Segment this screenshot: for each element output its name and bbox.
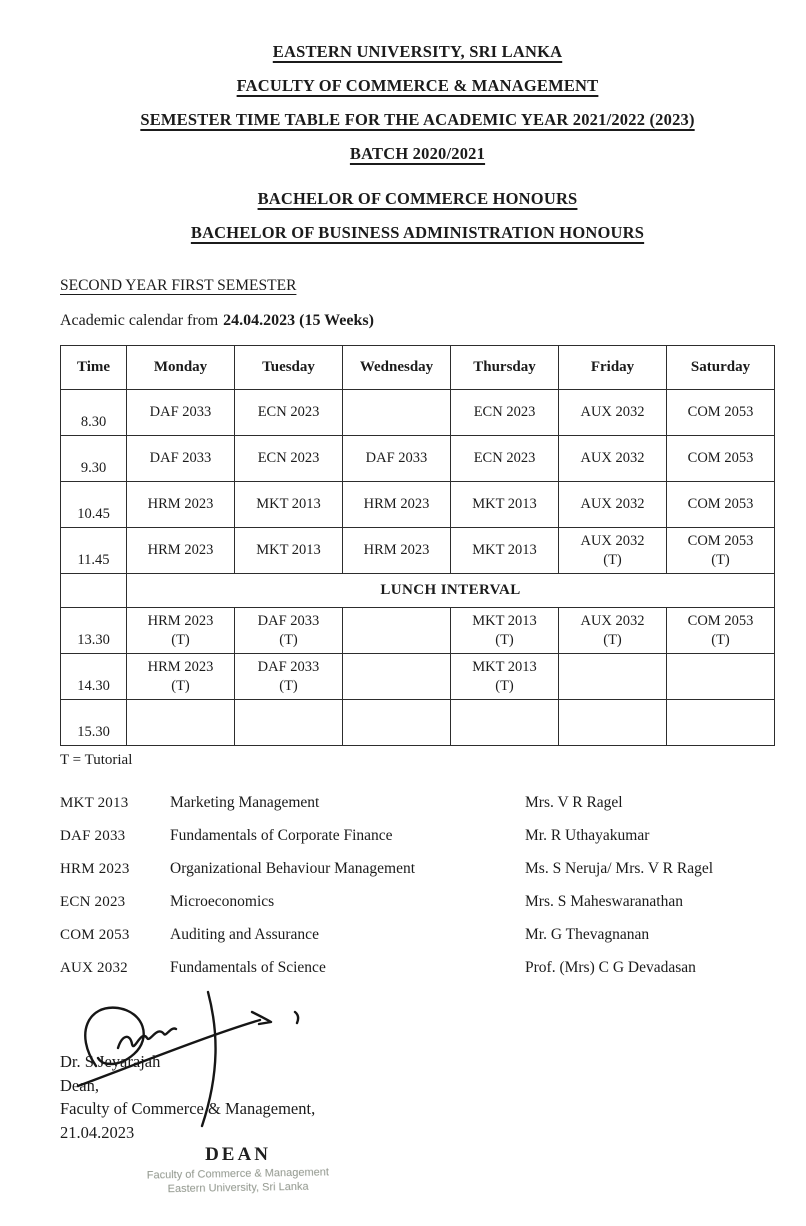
course-lecturer: Mr. R Uthayakumar: [525, 827, 650, 844]
time-cell: 8.30: [61, 390, 127, 436]
signature-date: 21.04.2023: [60, 1122, 135, 1142]
course-title: Auditing and Assurance: [170, 926, 319, 943]
tutorial-note: T = Tutorial: [60, 752, 133, 768]
course-lecturer: Prof. (Mrs) C G Devadasan: [525, 959, 696, 976]
empty-cell: [343, 654, 451, 700]
batch-title: BATCH 2020/2021: [349, 144, 486, 163]
column-header: Friday: [559, 346, 667, 390]
dean-stamp: [88, 1144, 388, 1195]
column-header: Thursday: [451, 346, 559, 390]
course-code: ECN 2023: [60, 894, 126, 910]
course-cell: DAF 2033: [343, 436, 451, 482]
course-cell: HRM 2023: [127, 482, 235, 528]
stamp-university-line: Eastern University, Sri Lanka: [167, 1180, 309, 1196]
academic-calendar-line: [60, 312, 775, 330]
course-legend: [60, 794, 775, 992]
column-header: Monday: [127, 346, 235, 390]
course-cell: AUX 2032: [559, 390, 667, 436]
calendar-prefix: Academic calendar from: [60, 312, 219, 329]
time-cell: 14.30: [61, 654, 127, 700]
course-cell: COM 2053: [667, 436, 775, 482]
course-cell: DAF 2033 (T): [235, 608, 343, 654]
signatory-role: Dean,: [60, 1075, 99, 1095]
course-code: MKT 2013: [60, 795, 129, 811]
course-cell: COM 2053: [667, 482, 775, 528]
programme-block: [60, 189, 775, 243]
course-title: Microeconomics: [170, 893, 275, 910]
course-cell: DAF 2033: [127, 436, 235, 482]
course-legend-row: [60, 860, 775, 893]
course-cell: MKT 2013: [451, 482, 559, 528]
timetable-row: [61, 482, 775, 528]
time-cell: 10.45: [61, 482, 127, 528]
course-legend-row: [60, 794, 775, 827]
empty-cell: [343, 608, 451, 654]
course-cell: HRM 2023: [343, 528, 451, 574]
course-legend-row: [60, 926, 775, 959]
calendar-date: 24.04.2023 (15 Weeks): [223, 312, 374, 329]
empty-cell: [667, 700, 775, 746]
timetable-row: [61, 608, 775, 654]
empty-cell: [343, 700, 451, 746]
course-cell: ECN 2023: [235, 436, 343, 482]
empty-cell: [127, 700, 235, 746]
timetable: [60, 345, 775, 746]
course-cell: COM 2053: [667, 390, 775, 436]
programme-commerce: BACHELOR OF COMMERCE HONOURS: [257, 189, 578, 208]
timetable-row: [61, 390, 775, 436]
course-cell: HRM 2023: [343, 482, 451, 528]
course-cell: MKT 2013: [451, 528, 559, 574]
course-cell: HRM 2023 (T): [127, 654, 235, 700]
lunch-row: [61, 574, 775, 608]
stamp-title: DEAN: [205, 1144, 271, 1165]
course-cell: MKT 2013: [235, 528, 343, 574]
course-code: DAF 2033: [60, 828, 126, 844]
course-cell: AUX 2032: [559, 436, 667, 482]
course-cell: COM 2053 (T): [667, 608, 775, 654]
time-cell: 15.30: [61, 700, 127, 746]
signatory-name: Dr. S Jeyarajah: [60, 1052, 161, 1071]
empty-cell: [559, 654, 667, 700]
course-code: AUX 2032: [60, 960, 128, 976]
column-header: Wednesday: [343, 346, 451, 390]
time-cell: 9.30: [61, 436, 127, 482]
course-lecturer: Ms. S Neruja/ Mrs. V R Ragel: [525, 860, 714, 877]
course-cell: COM 2053 (T): [667, 528, 775, 574]
course-title: Organizational Behaviour Management: [170, 860, 416, 877]
empty-cell: [559, 700, 667, 746]
stamp-text: [88, 1164, 388, 1197]
timetable-row: [61, 654, 775, 700]
column-header: Time: [61, 346, 127, 390]
semester-heading: SECOND YEAR FIRST SEMESTER: [60, 277, 297, 294]
timetable-row: [61, 436, 775, 482]
stamp-faculty-line: Faculty of Commerce & Management: [146, 1166, 330, 1182]
timetable-header-row: [61, 346, 775, 390]
empty-cell: [235, 700, 343, 746]
course-title: Fundamentals of Science: [170, 959, 326, 976]
column-header: Saturday: [667, 346, 775, 390]
time-cell: 11.45: [61, 528, 127, 574]
course-cell: MKT 2013: [235, 482, 343, 528]
course-cell: DAF 2033 (T): [235, 654, 343, 700]
course-cell: DAF 2033: [127, 390, 235, 436]
faculty-title: FACULTY OF COMMERCE & MANAGEMENT: [236, 76, 599, 95]
document-header: [60, 42, 775, 243]
course-lecturer: Mrs. S Maheswaranathan: [525, 893, 683, 910]
course-cell: MKT 2013 (T): [451, 608, 559, 654]
signatory-details: [60, 1014, 775, 1144]
course-cell: MKT 2013 (T): [451, 654, 559, 700]
course-cell: AUX 2032 (T): [559, 528, 667, 574]
empty-cell: [451, 700, 559, 746]
course-cell: AUX 2032: [559, 482, 667, 528]
programme-business-admin: BACHELOR OF BUSINESS ADMINISTRATION HONOURS: [190, 223, 645, 242]
course-lecturer: Mrs. V R Ragel: [525, 794, 623, 811]
signatory-faculty: Faculty of Commerce & Management,: [60, 1099, 316, 1118]
course-lecturer: Mr. G Thevagnanan: [525, 926, 650, 943]
course-title: Fundamentals of Corporate Finance: [170, 827, 393, 844]
course-code: HRM 2023: [60, 861, 130, 877]
course-title: Marketing Management: [170, 794, 320, 811]
course-code: COM 2053: [60, 927, 130, 943]
column-header: Tuesday: [235, 346, 343, 390]
time-cell: 13.30: [61, 608, 127, 654]
lunch-interval-cell: LUNCH INTERVAL: [127, 574, 775, 608]
signature-block: [60, 1014, 775, 1144]
timetable-row: [61, 700, 775, 746]
empty-cell: [667, 654, 775, 700]
empty-cell: [343, 390, 451, 436]
course-cell: ECN 2023: [451, 436, 559, 482]
empty-cell: [61, 574, 127, 608]
course-cell: AUX 2032 (T): [559, 608, 667, 654]
university-title: EASTERN UNIVERSITY, SRI LANKA: [272, 42, 563, 61]
course-cell: ECN 2023: [235, 390, 343, 436]
course-cell: ECN 2023: [451, 390, 559, 436]
timetable-title: SEMESTER TIME TABLE FOR THE ACADEMIC YEAR 2021/2022 (2023): [140, 110, 695, 129]
course-cell: HRM 2023 (T): [127, 608, 235, 654]
timetable-row: [61, 528, 775, 574]
course-cell: HRM 2023: [127, 528, 235, 574]
course-legend-row: [60, 893, 775, 926]
course-legend-row: [60, 959, 775, 992]
course-legend-row: [60, 827, 775, 860]
